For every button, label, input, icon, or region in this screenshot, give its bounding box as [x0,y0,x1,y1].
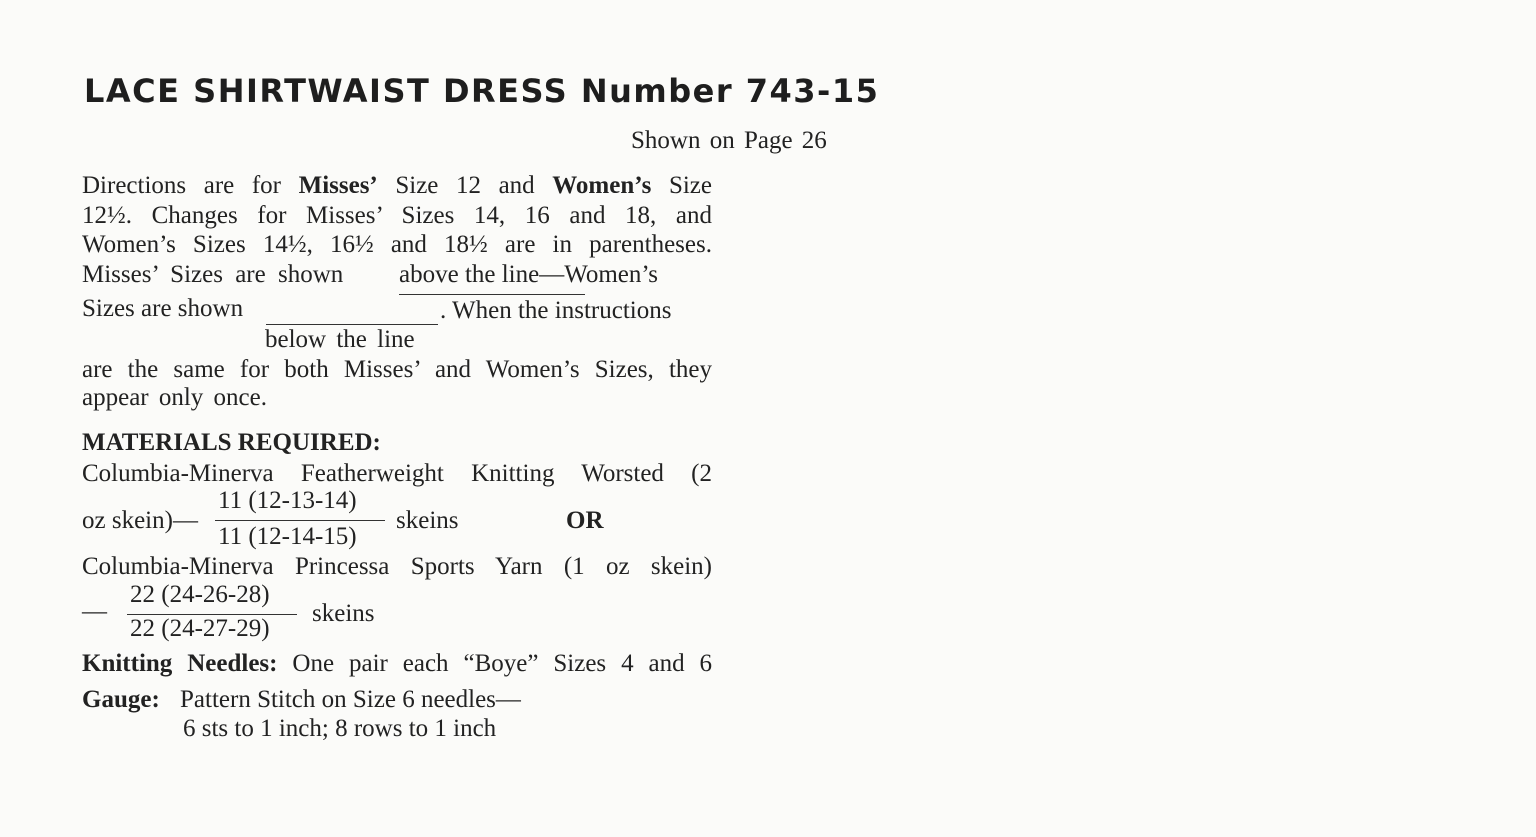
below-the-line-text: below the line [265,326,415,353]
directions-line-5-end: . When the instructions [440,297,672,324]
gauge-line-2: 6 sts to 1 inch; 8 rows to 1 inch [183,715,497,742]
yarn1-skeins: skeins [396,507,459,534]
yarn2-women-count: 22 (24-27-29) [130,615,270,642]
women-bold: Women’s [552,172,652,199]
above-the-line-text: above the line—Women’s [399,261,659,288]
yarn2-skeins: skeins [312,600,375,627]
directions-line-6: are the same for both Misses’ and Women’s Sizes, they [82,356,712,383]
yarn2-line: Columbia-Minerva Princessa Sports Yarn (1 oz skein) [82,553,712,580]
sizes-blank-rule [266,324,438,325]
directions-line-7: appear only once. [82,384,268,411]
yarn2-misses-count: 22 (24-26-28) [130,581,270,608]
pattern-title: LACE SHIRTWAIST DRESS Number 743-15 [84,72,880,110]
directions-text: Size [651,172,712,199]
yarn2-prefix: — [82,598,107,625]
directions-text: Directions are for [82,172,299,199]
yarn1-line: Columbia-Minerva Featherweight Knitting Worsted (2 [82,460,712,487]
directions-text: Size 12 and [377,172,553,199]
misses-bold: Misses’ [298,172,378,199]
directions-line-4: Misses’ Sizes are shown [82,261,344,288]
directions-line-5: Sizes are shown [82,295,244,322]
yarn1-fraction-rule [215,520,385,521]
above-rule [399,294,585,295]
yarn1-prefix: oz skein)— [82,507,198,534]
shown-on-page: Shown on Page 26 [631,127,827,154]
directions-line-1 [82,172,712,200]
yarn1-misses-count: 11 (12-13-14) [218,487,357,514]
gauge-label: Gauge: [82,686,160,713]
yarn1-women-count: 11 (12-14-15) [218,523,357,550]
gauge-line-1: Pattern Stitch on Size 6 needles— [180,686,521,713]
needles-label: Knitting Needles: [82,650,278,677]
or-label: OR [566,507,604,534]
materials-heading: MATERIALS REQUIRED: [82,429,381,456]
needles-text: One pair each “Boye” Sizes 4 and 6 [292,650,713,677]
directions-line-2: 12½. Changes for Misses’ Sizes 14, 16 and 18, and [82,202,712,229]
directions-line-3: Women’s Sizes 14½, 16½ and 18½ are in parentheses. [82,231,712,258]
needles-line [82,650,712,678]
